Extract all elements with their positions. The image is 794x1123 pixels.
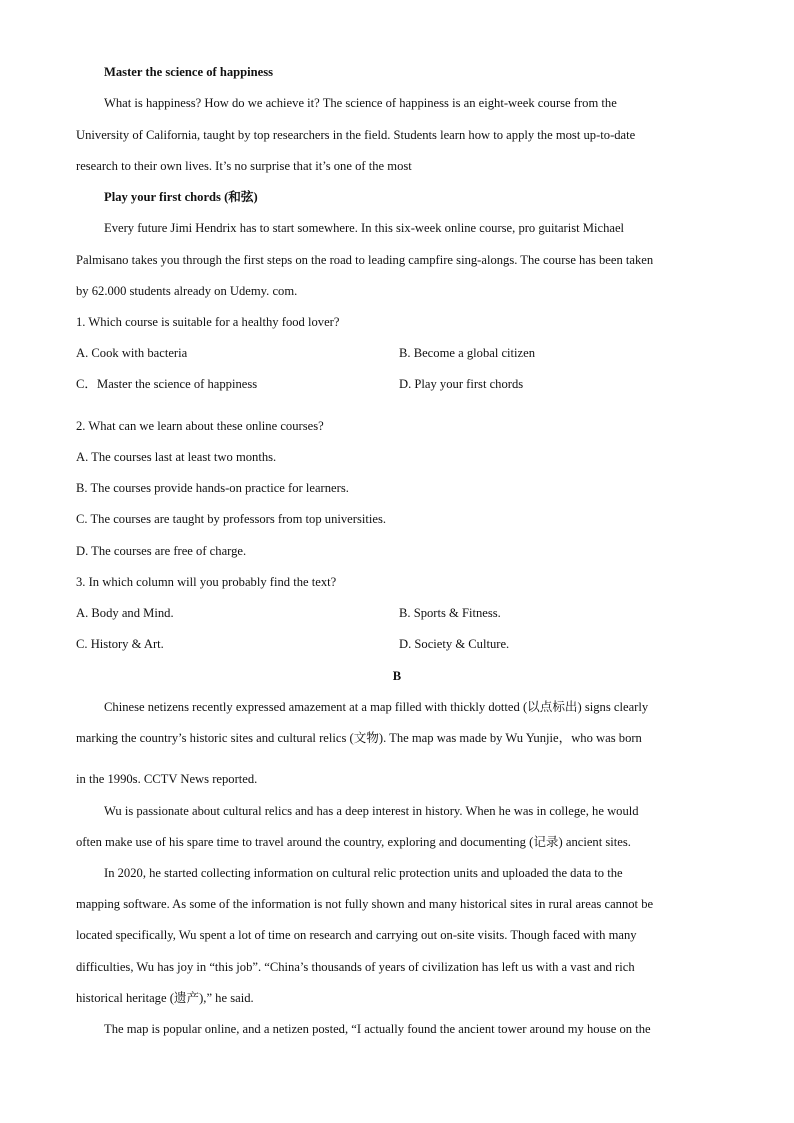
option-b: B. The courses provide hands-on practice for learners. xyxy=(76,481,349,495)
option-c: C．Master the science of happiness xyxy=(76,377,258,391)
course-heading-happiness: Master the science of happiness xyxy=(104,65,274,79)
paragraph-line: research to their own lives. It’s no surprise that it’s one of the most xyxy=(76,159,412,173)
option-d: D. The courses are free of charge. xyxy=(76,544,247,558)
paragraph-line: University of California, taught by top researchers in the field. Students learn how to apply the most up-to-date xyxy=(76,128,636,142)
question-stem: 2. What can we learn about these online courses? xyxy=(76,419,324,433)
option-a: A. Cook with bacteria xyxy=(76,346,188,360)
paragraph-line: Palmisano takes you through the first steps on the road to leading campfire sing-alongs. The course has been taken xyxy=(76,253,654,267)
paragraph-line: In 2020, he started collecting information on cultural relic protection units and uploaded the data to the xyxy=(104,866,623,880)
paragraph-line: What is happiness? How do we achieve it? The science of happiness is an eight-week course from the xyxy=(104,96,617,110)
section-label-b: B xyxy=(392,669,402,683)
option-b: B. Sports & Fitness. xyxy=(399,606,501,620)
paragraph-line: marking the country’s historic sites and cultural relics (文物). The map was made by Wu Yunjie，who was born xyxy=(76,731,642,745)
option-b: B. Become a global citizen xyxy=(399,346,536,360)
question-stem: 1. Which course is suitable for a healthy food lover? xyxy=(76,315,340,329)
paragraph-line: historical heritage (遗产),” he said. xyxy=(76,991,254,1005)
question-stem: 3. In which column will you probably find the text? xyxy=(76,575,337,589)
option-c: C. The courses are taught by professors from top universities. xyxy=(76,512,386,526)
paragraph-line: located specifically, Wu spent a lot of time on research and carrying out on-site visits. Though faced with many xyxy=(76,928,637,942)
paragraph-line: Chinese netizens recently expressed amazement at a map filled with thickly dotted (以点标出) signs clearly xyxy=(104,700,649,714)
option-d: D. Society & Culture. xyxy=(399,637,510,651)
paragraph-line: Every future Jimi Hendrix has to start somewhere. In this six-week online course, pro guitarist Michael xyxy=(104,221,625,235)
course-heading-chords: Play your first chords (和弦) xyxy=(104,190,258,204)
option-c: C. History & Art. xyxy=(76,637,164,651)
paragraph-line: difficulties, Wu has joy in “this job”. “China’s thousands of years of civilization has left us with a vast and rich xyxy=(76,960,635,974)
paragraph-line: by 62.000 students already on Udemy. com. xyxy=(76,284,298,298)
option-d: D. Play your first chords xyxy=(399,377,524,391)
paragraph-line: Wu is passionate about cultural relics and has a deep interest in history. When he was in college, he would xyxy=(104,804,639,818)
paragraph-line: often make use of his spare time to travel around the country, exploring and documenting (记录) ancient sites. xyxy=(76,835,631,849)
paragraph-line: mapping software. As some of the information is not fully shown and many historical sites in rural areas cannot be xyxy=(76,897,654,911)
option-a: A. The courses last at least two months. xyxy=(76,450,277,464)
option-a: A. Body and Mind. xyxy=(76,606,174,620)
paragraph-line: in the 1990s. CCTV News reported. xyxy=(76,772,258,786)
paragraph-line: The map is popular online, and a netizen posted, “I actually found the ancient tower around my house on the xyxy=(104,1022,651,1036)
